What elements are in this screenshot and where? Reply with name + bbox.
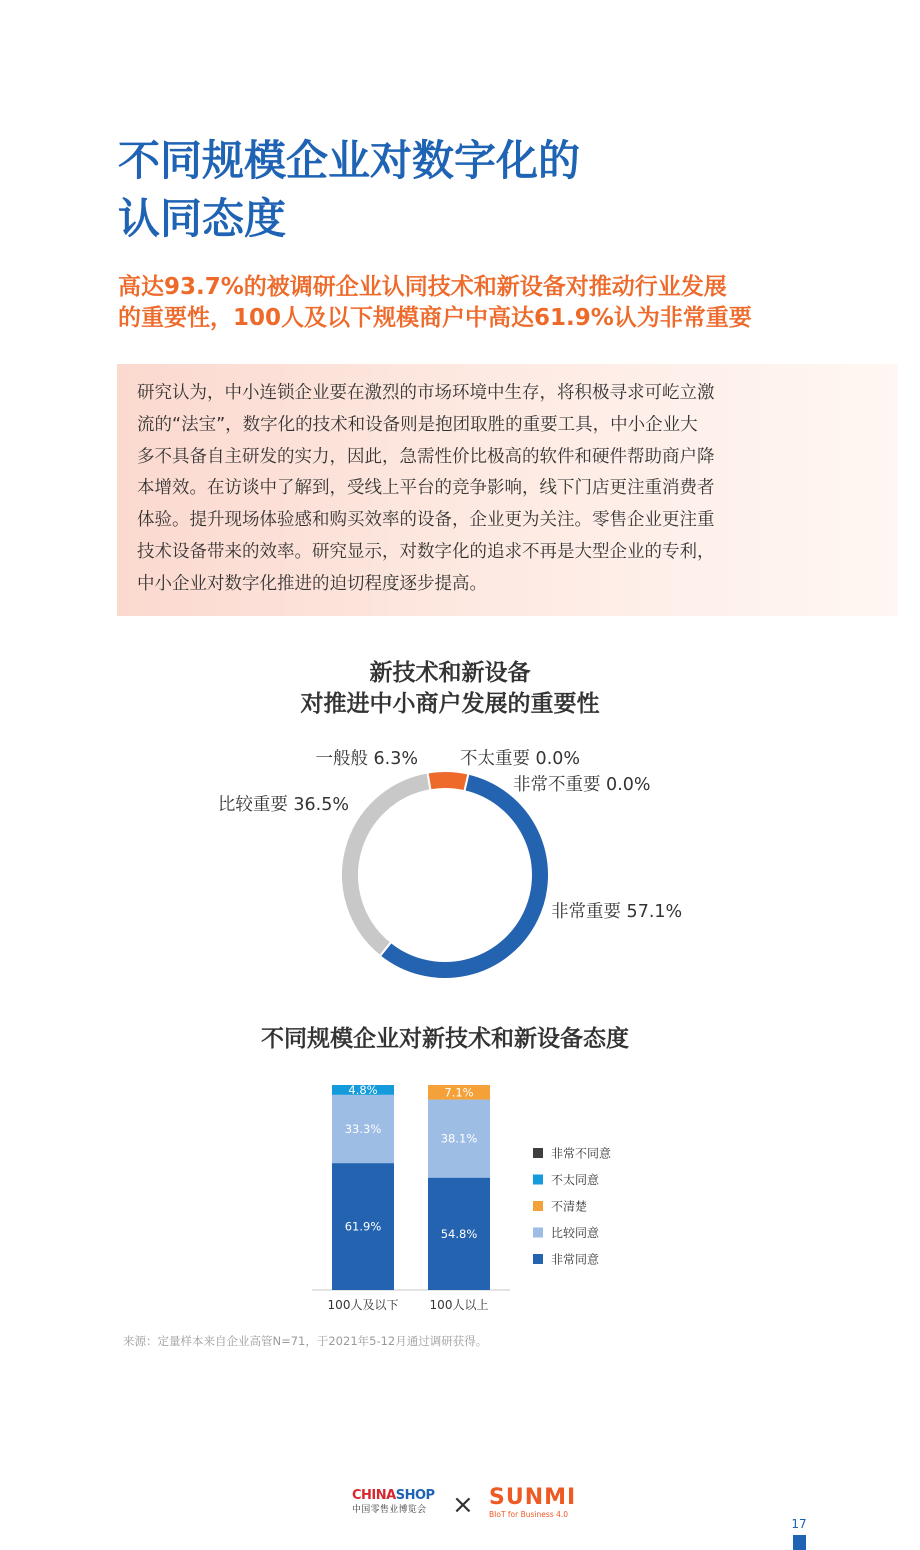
bar-chart-title: 不同规模企业对新技术和新设备态度 [261, 1026, 629, 1052]
page-subtitle [118, 272, 858, 334]
callout-line: 流的“法宝”，数字化的技术和设备则是抱团取胜的重要工具，中小企业大 [137, 414, 698, 435]
sunmi-logo-word: SUNMI [489, 1485, 577, 1510]
donut-slice-label: 比较重要 36.5% [217, 795, 349, 815]
bar-value-label: 54.8% [440, 1226, 478, 1241]
callout-paragraph [137, 378, 827, 601]
bar-value-label: 38.1% [440, 1131, 478, 1146]
sunmi-logo-tagline: BIoT for Business 4.0 [489, 1510, 568, 1519]
donut-slice-label: 不太重要 0.0% [460, 749, 581, 769]
chinashop-logo [352, 1488, 435, 1516]
subtitle-line-2: 的重要性，100人及以下规模商户中高达61.9%认为非常重要 [118, 305, 752, 331]
page-title-line-2: 认同态度 [118, 194, 287, 243]
donut-slice-label: 非常重要 57.1% [551, 902, 683, 922]
bar-value-label: 33.3% [344, 1121, 382, 1136]
donut-title-line-1: 新技术和新设备 [369, 660, 531, 686]
donut-chart-title [0, 658, 910, 720]
importance-donut-chart [0, 730, 920, 1000]
sunmi-logo [489, 1486, 576, 1520]
page-number-bar [793, 1535, 806, 1550]
donut-title-line-2: 对推进中小商户发展的重要性 [300, 691, 600, 717]
bar-value-label: 7.1% [444, 1085, 474, 1100]
chinashop-logo-shop: SHOP [395, 1488, 435, 1503]
legend-swatch [533, 1175, 543, 1185]
footer-logos [352, 1485, 582, 1528]
donut-slice-label: 一般般 6.3% [315, 749, 418, 769]
callout-line: 中小企业对数字化推进的迫切程度逐步提高。 [137, 573, 487, 594]
legend-swatch [533, 1228, 543, 1238]
chinashop-logo-subtitle: 中国零售业博览会 [352, 1505, 427, 1515]
legend-label: 非常同意 [551, 1252, 600, 1267]
donut-slice [427, 771, 468, 791]
legend-label: 非常不同意 [551, 1146, 612, 1161]
source-note: 来源：定量样本来自企业高管N=71，于2021年5-12月通过调研获得。 [123, 1334, 488, 1348]
chinashop-logo-china: CHINA [352, 1488, 396, 1503]
donut-slice-label: 非常不重要 0.0% [513, 775, 651, 795]
legend-label: 不清楚 [551, 1199, 588, 1214]
legend-swatch [533, 1201, 543, 1211]
bar-value-label: 4.8% [348, 1082, 378, 1097]
page-number: 17 [791, 1517, 807, 1531]
donut-slice [380, 774, 549, 979]
research-callout-box [117, 364, 898, 616]
page-title-line-1: 不同规模企业对数字化的 [118, 136, 581, 185]
callout-line: 体验。提升现场体验感和购买效率的设备，企业更为关注。零售企业更注重 [137, 510, 715, 531]
callout-line: 研究认为，中小连锁企业要在激烈的市场环境中生存，将积极寻求可屹立激 [137, 383, 715, 403]
legend-label: 不太同意 [551, 1173, 600, 1187]
callout-line: 本增效。在访谈中了解到，受线上平台的竞争影响，线下门店更注重消费者 [137, 478, 715, 499]
x-tick-label: 100人以上 [429, 1298, 489, 1312]
attitude-stacked-bar-chart [0, 1070, 920, 1320]
callout-line: 多不具备自主研发的实力，因此，急需性价比极高的软件和硬件帮助商户降 [137, 446, 715, 467]
times-icon: × [452, 1490, 474, 1520]
subtitle-line-1: 高达93.7%的被调研企业认同技术和新设备对推动行业发展 [118, 274, 727, 300]
donut-slice [341, 772, 431, 956]
legend-swatch [533, 1148, 543, 1158]
legend-swatch [533, 1254, 543, 1264]
x-tick-label: 100人及以下 [327, 1298, 399, 1312]
legend-label: 比较同意 [551, 1226, 600, 1240]
callout-line: 技术设备带来的效率。研究显示，对数字化的追求不再是大型企业的专利， [137, 541, 715, 562]
page-title [118, 132, 580, 248]
bar-value-label: 61.9% [344, 1219, 382, 1234]
